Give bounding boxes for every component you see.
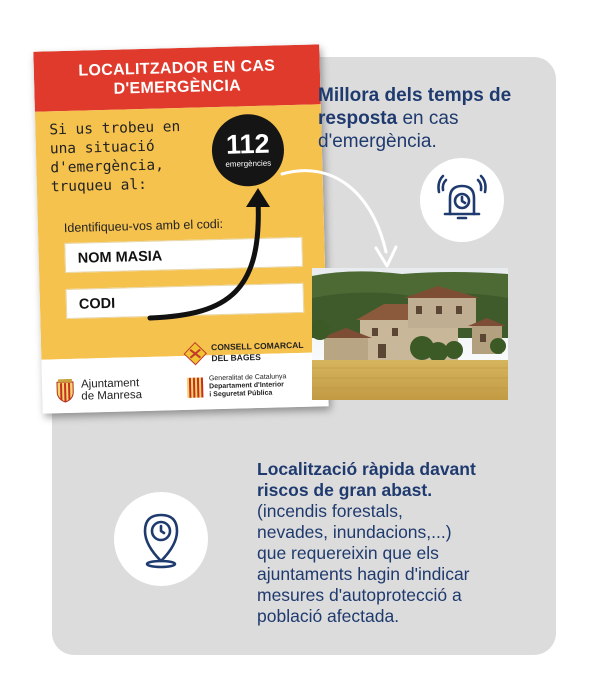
card-header-line-2: D'EMERGÈNCIA xyxy=(113,77,242,98)
benefit-rapid-location xyxy=(257,459,547,627)
alarm-icon-circle xyxy=(420,158,504,242)
benefit-2-line-1: (incendis forestals, xyxy=(257,501,403,521)
generalitat-line-3: i Seguretat Pública xyxy=(209,389,273,399)
benefit-2-line-5: mesures d'autoprotecció a xyxy=(257,585,462,605)
card-header-line-1: LOCALITZADOR EN CAS xyxy=(78,57,276,80)
identify-label: Identifiqueu-vos amb el codi: xyxy=(63,216,224,236)
emergency-number: 112 xyxy=(225,128,270,160)
manresa-line-1: Ajuntament xyxy=(80,377,140,391)
benefit-1-bold-line-1: Millora dels temps de xyxy=(318,85,512,106)
benefit-2-bold-line-1: Localització ràpida davant xyxy=(257,459,476,479)
consell-line-1: CONSELL COMARCAL xyxy=(210,339,304,353)
farmhouse-photo xyxy=(312,268,508,400)
benefit-1-bold-line-2: resposta xyxy=(318,108,398,129)
generalitat-line-2: Departament d'Interior xyxy=(209,381,285,391)
call-line-2: una situació xyxy=(49,138,155,158)
benefit-2-line-4: ajuntaments hagin d'indicar xyxy=(257,564,470,584)
farmhouse-name-field: NOM MASIA xyxy=(64,237,303,273)
black-arrow-head xyxy=(246,188,270,207)
call-line-4: truqueu al: xyxy=(50,176,148,196)
location-clock-icon xyxy=(133,509,189,569)
generalitat-line-1: Generalitat de Catalunya xyxy=(208,373,287,383)
alarm-bell-icon xyxy=(434,172,490,228)
farmhouse-image xyxy=(312,268,508,400)
benefit-2-line-2: nevades, inundacions,...) xyxy=(257,522,452,542)
white-curved-arrow xyxy=(282,171,386,252)
emergency-label: emergències xyxy=(225,158,272,169)
manresa-line-2: de Manresa xyxy=(81,389,143,403)
consell-line-2: DEL BAGES xyxy=(211,351,261,364)
call-line-1: Si us trobeu en xyxy=(49,118,181,139)
benefit-1-rest-line: d'emergència. xyxy=(318,131,437,152)
code-field: CODI xyxy=(66,283,305,319)
benefit-response-time xyxy=(318,84,548,153)
benefit-2-line-6: població afectada. xyxy=(257,606,400,626)
benefit-1-rest-inline: en cas xyxy=(397,108,459,129)
call-line-3: d'emergència, xyxy=(50,157,165,177)
benefit-2-line-3: que requereixin que els xyxy=(257,543,439,563)
black-curved-arrow xyxy=(150,200,258,318)
benefit-2-bold-line-2: riscos de gran abast. xyxy=(257,480,433,500)
location-icon-circle xyxy=(114,492,208,586)
